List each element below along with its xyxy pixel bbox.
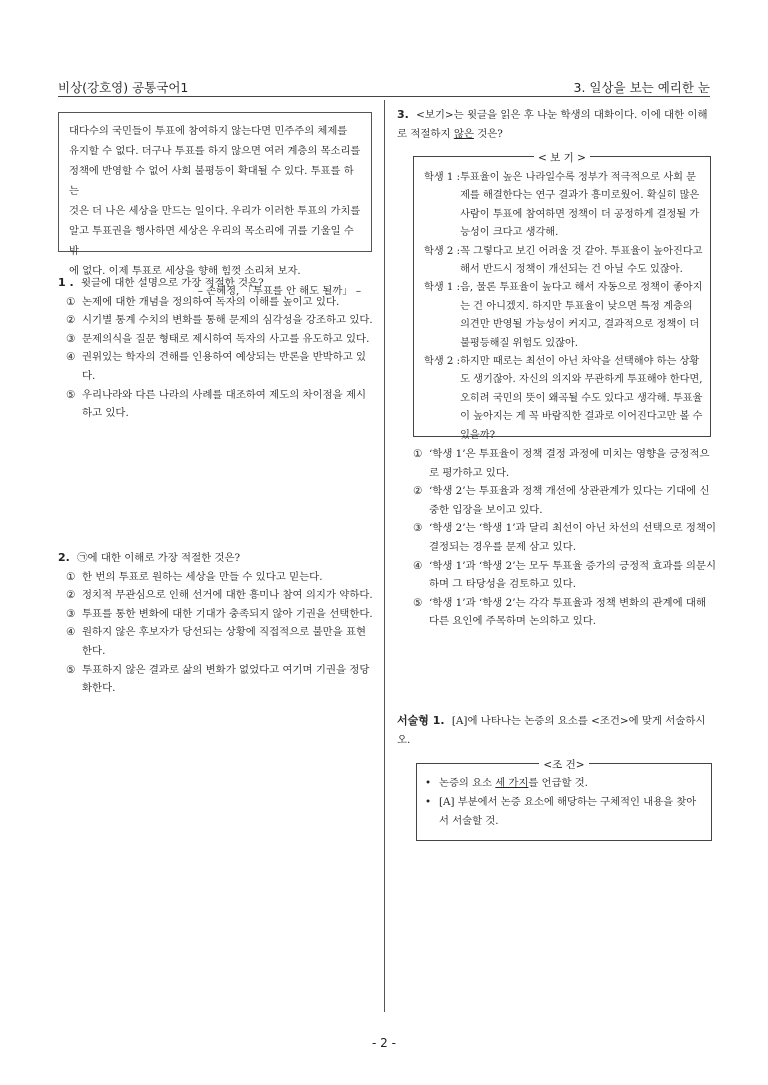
conditions-title: <조 건> (539, 759, 588, 771)
option-2[interactable]: ② 정치적 무관심으로 인해 선거에 대한 흥미나 참여 의지가 약하다. (66, 589, 373, 602)
question-3-stem (397, 106, 715, 143)
passage-line: 알고 투표권을 행사하면 세상은 우리의 목소리에 귀를 기울일 수밖 (69, 225, 354, 257)
question-text-underlined: 않은 (453, 127, 474, 140)
speaker: 학생 1 : (424, 282, 461, 294)
option-5[interactable]: ⑤ ‘학생 1’과 ‘학생 2’는 각각 투표율과 정책 변화의 관계에 대해 다른 요인에 주목하며 논의하고 있다. (413, 596, 706, 628)
question-text-b: 것은? (477, 127, 503, 140)
condition-item: • 논증의 요소 세 가지를 언급할 것. (425, 774, 703, 793)
utterance: 음, 물론 투표율이 높다고 해서 자동으로 정책이 좋아지는 건 아니겠지. 하지만 투표율이 낮으면 특정 계층의 의견만 반영될 가능성이 커지고, 결과적으로 정책이 더 불평등해질 위험도 있잖아. (460, 282, 703, 349)
question-2 (58, 549, 374, 698)
passage-line: 정책에 반영할 수 없어 사회 불평등이 확대될 수 있다. 투표를 하는 (69, 165, 354, 197)
essay-label: 서술형 1. (397, 714, 445, 727)
option-5[interactable]: ⑤ 우리나라와 다른 나라의 사례를 대조하여 제도의 차이점을 제시하고 있다. (66, 388, 367, 420)
option-3[interactable]: ③ 문제의식을 질문 형태로 제시하여 독자의 사고를 유도하고 있다. (66, 332, 370, 345)
utterance: 꼭 그렇다고 보긴 어려울 것 같아. 투표율이 높아진다고 해서 반드시 정책이 개선되는 건 아닐 수도 있잖아. (460, 245, 703, 276)
passage-line: 에 없다. 이제 투표로 세상을 향해 힘껏 소리쳐 보자. (69, 265, 301, 277)
question-text-a: <보기>는 윗글을 읽은 후 나눈 학생의 대화이다. 이에 대한 이해로 적절하지 (397, 109, 708, 140)
option-4[interactable]: ④ ‘학생 1’과 ‘학생 2’는 모두 투표율 증가의 긍정적 효과를 의문시하며 그 타당성을 검토하고 있다. (413, 559, 717, 591)
dialogue-turn (424, 243, 704, 280)
bullet-icon: • (425, 777, 432, 789)
unit-title: 3. 일상을 보는 예리한 눈 (573, 80, 710, 95)
question-number: 2. (58, 551, 70, 564)
underlined-text: 세 가지 (495, 777, 529, 789)
question-number: 1 . (58, 276, 74, 289)
essay-question (397, 712, 717, 749)
question-3-options (405, 445, 717, 631)
question-1 (58, 274, 374, 423)
conditions-box (416, 759, 712, 841)
column-divider (384, 100, 385, 1012)
dialogue-turn (424, 353, 704, 445)
textbook-title: 비상(강호영) 공통국어1 (58, 80, 189, 95)
condition-item: • [A] 부분에서 논증 요소에 해당하는 구체적인 내용을 찾아서 서술할 것. (425, 793, 703, 831)
option-3[interactable]: ③ ‘학생 2’는 ‘학생 1’과 달리 최선이 아닌 차선의 선택으로 정책이 결정되는 경우를 문제 삼고 있다. (413, 522, 717, 553)
option-3[interactable]: ③ 투표를 통한 변화에 대한 기대가 충족되지 않아 기권을 선택한다. (66, 607, 373, 620)
option-1[interactable]: ① 한 번의 투표로 원하는 세상을 만들 수 있다고 믿는다. (66, 570, 323, 583)
passage-line: 유지할 수 없다. 더구나 투표를 하지 않으면 여러 계층의 목소리를 (69, 145, 361, 157)
speaker: 학생 2 : (424, 245, 461, 257)
option-2[interactable]: ② ‘학생 2’는 투표율과 정책 개선에 상관관계가 있다는 기대에 신중한 입장을 보이고 있다. (413, 485, 710, 516)
passage-line: 대다수의 국민들이 투표에 참여하지 않는다면 민주주의 체제를 (69, 125, 348, 137)
bullet-icon: • (425, 796, 432, 808)
option-1[interactable]: ① 논제에 대한 개념을 정의하여 독자의 이해를 높이고 있다. (66, 295, 340, 308)
option-1[interactable]: ① ‘학생 1’은 투표율이 정책 결정 과정에 미치는 영향을 긍정적으로 평가하고 있다. (413, 448, 710, 479)
header-rule (58, 96, 710, 97)
dialogue-turn (424, 169, 704, 243)
passage-source: – 손혜정, 「투표를 안 해도 될까」 – (197, 285, 361, 297)
option-4[interactable]: ④ 권위있는 학자의 견해를 인용하여 예상되는 반론을 반박하고 있다. (66, 351, 367, 382)
bogi-title: < 보 기 > (534, 152, 590, 164)
question-text: ㉠에 대한 이해로 가장 적절한 것은? (77, 552, 241, 564)
page-number: - 2 - (372, 1036, 396, 1050)
bogi-box (413, 152, 711, 441)
question-1-stem (58, 274, 374, 293)
question-text: 윗글에 대한 설명으로 가장 적절한 것은? (80, 277, 264, 289)
passage-line: 것은 더 나은 세상을 만드는 일이다. 우리가 이러한 투표의 가치를 (69, 205, 361, 217)
utterance: 하지만 때로는 최선이 아닌 차악을 선택해야 하는 상황도 생기잖아. 자신의 의지와 무관하게 투표해야 한다면, 오히려 국민의 뜻이 왜곡될 수도 있다고 생각해. 투표율이 높아지는 게 꼭 바람직한 결과로 이어진다고만 볼 수 있을까? (460, 356, 703, 441)
question-2-stem (58, 549, 374, 568)
question-number: 3. (397, 108, 409, 121)
option-5[interactable]: ⑤ 투표하지 않은 결과로 삶의 변화가 없었다고 여기며 기권을 정당화한다. (66, 663, 370, 695)
essay-text: [A]에 나타나는 논증의 요소를 <조건>에 맞게 서술하시오. (397, 715, 706, 746)
page-header (58, 78, 710, 94)
dialogue-turn (424, 279, 704, 353)
speaker: 학생 2 : (424, 356, 461, 368)
utterance: 투표율이 높은 나라일수록 정부가 적극적으로 사회 문제를 해결한다는 연구 결과가 흥미로웠어. 확실히 많은 사람이 투표에 참여하면 정책이 더 공정하게 결정될 가능성이 크다고 생각해. (460, 172, 700, 239)
option-2[interactable]: ② 시기별 통계 수치의 변화를 통해 문제의 심각성을 강조하고 있다. (66, 314, 373, 327)
speaker: 학생 1 : (424, 172, 461, 183)
option-4[interactable]: ④ 원하지 않은 후보자가 당선되는 상황에 직접적으로 불만을 표현한다. (66, 626, 367, 657)
